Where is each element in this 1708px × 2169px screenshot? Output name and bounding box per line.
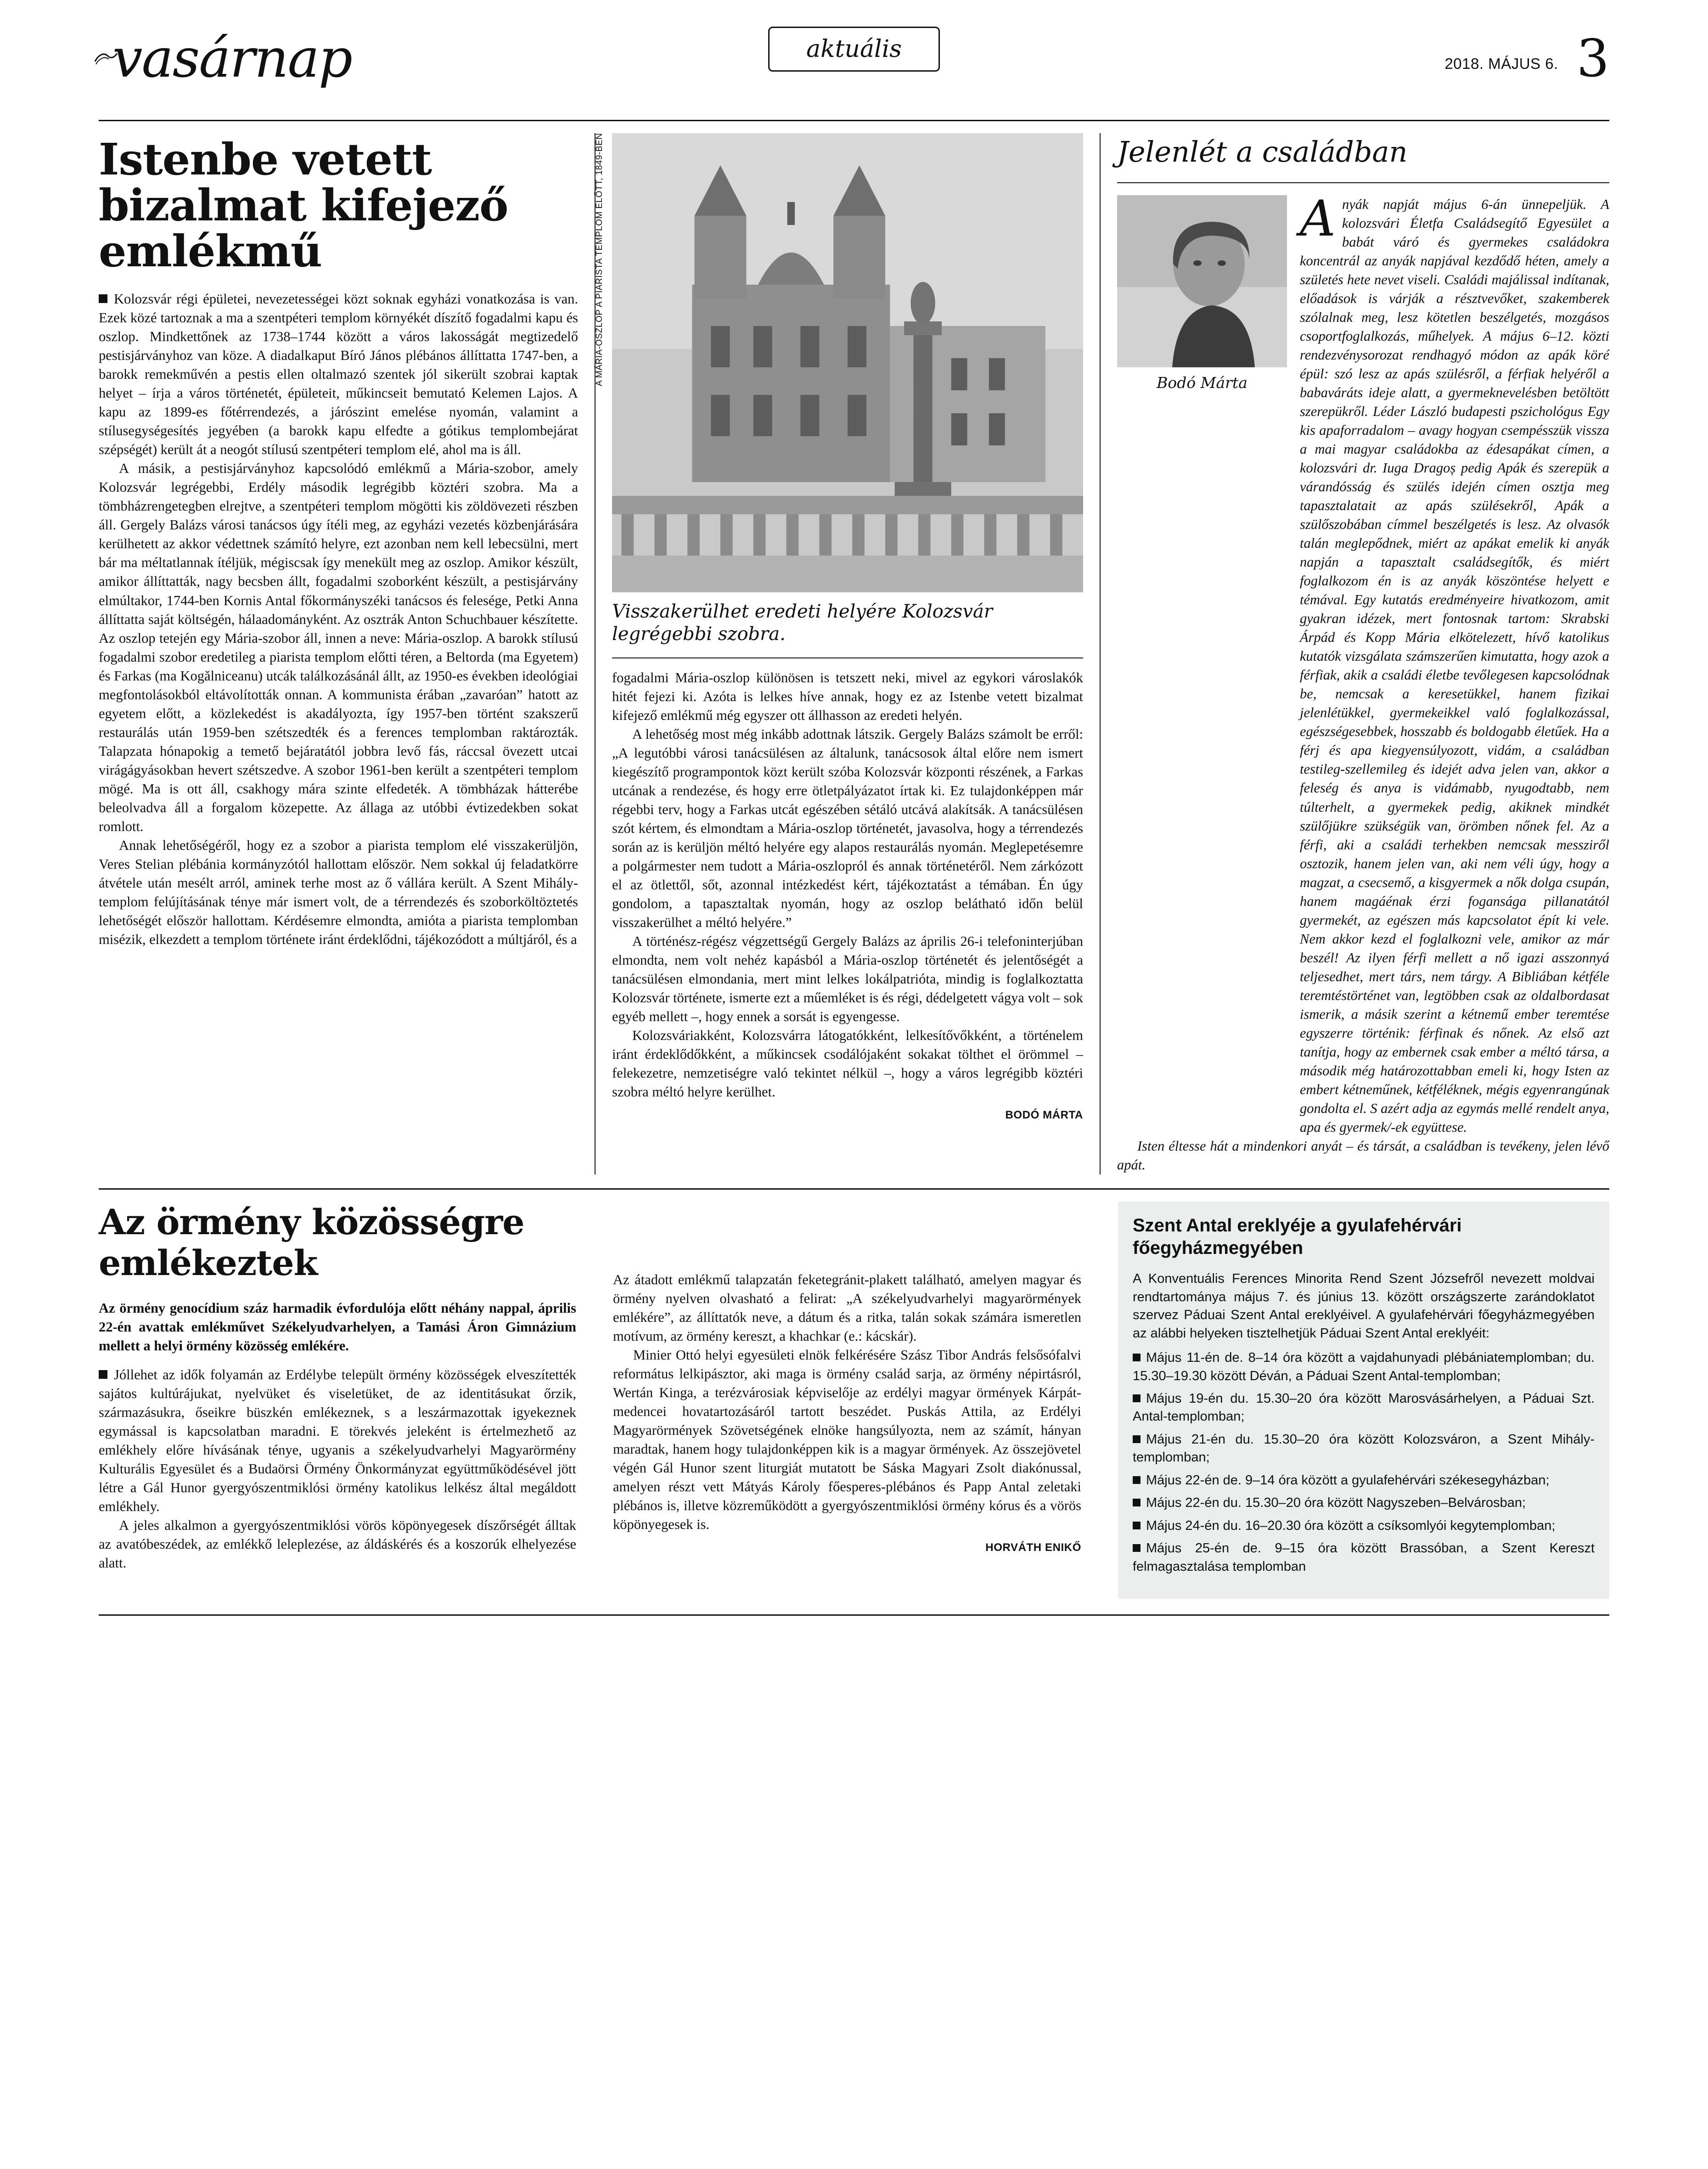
page-title: Istenbe vetett bizalmat kifejező emlékmű	[99, 134, 508, 277]
photo-caption: Visszakerülhet eredeti helyére Kolozsvár legrégebbi szobra.	[612, 601, 993, 645]
paragraph: Isten éltesse hát a mindenkori anyát – és társát, a családban is tevékeny, jelen lévő apát.	[1117, 1138, 1609, 1173]
sidebar-intro: A Konventuális Ferences Minorita Rend Szent Józsefről nevezett moldvai rendtartománya május 7. és június 13. között országszerte zarándoklatot szervez Páduai Szent Antal ereklyéivel. A gyulafehérvári főegyházmegyében az alábbi helyeken tisztelhetjük Páduai Szent Antal ereklyéit:	[1133, 1271, 1595, 1341]
caption-rule	[612, 657, 1083, 658]
section-tag: aktuális	[768, 27, 940, 72]
bullet-square-icon	[1133, 1522, 1141, 1529]
avatar	[1117, 195, 1287, 367]
photo-credit: A MÁRIA-OSZLOP A PIARISTA TEMPLOM ELŐTT, 1849-BEN	[595, 133, 604, 387]
section-divider	[99, 1188, 1609, 1190]
byline: BODÓ MÁRTA	[1005, 1108, 1083, 1121]
section-title-rule	[1117, 182, 1609, 183]
bullet-square-icon	[1133, 1544, 1141, 1552]
paragraph: Annak lehetőségéről, hogy ez a szobor a piarista templom elé visszakerüljön, Veres Stelian plébánia kormányzótól hallottam először. Nem sokkal új feladatkörre átvétele után mesélt arról, aminek terhe most az ő vállára került. A Szent Mihály-templom felújításának ténye már ismert volt, de a térrendezés és szoborköltöztetés lehetőségét először hallottam. Kérdésemre elmondta, amióta a piarista templomban misézik, elkezdett a templom története iránt érdeklődni, tájékozódott a múltjáról, és a	[99, 837, 578, 947]
sidebar-panel	[1118, 1202, 1609, 1599]
byline: HORVÁTH ENIKŐ	[985, 1541, 1081, 1554]
paragraph-text: Kolozsvár régi épületei, nevezetességei közt soknak egyházi vonatkozása is van. Ezek közé tartoznak a ma a szentpéteri templom környékét díszítő fogadalmi kapu és oszlop. Mindkettőnek az 1738–1744 között a város lakosságát megtizedelő pestisjárványhoz van köze. A diadalkaput Bíró János plébános állíttatta 1747-ben, a barokk remekművén a pestis ellen oltalmazó szentek jól sikerült szobrai kaptak helyet – írja a város történetét, épületeit, műkincseit bemutató Kelemen Lajos. A kapu az 1899-es főtérrendezés, a járószint emelése nyomán, valamint a stílusegységesítés jegyében (a barokk kapu elfedte a gótikus templombejárat szépségét) került át a neogót stílusú szentpéteri templom elé, ahol ma is áll.	[99, 291, 578, 458]
list-item-label: Május 25-én de. 9–15 óra között Brassóban, a Szent Kereszt felmagasztalása templomban	[1133, 1541, 1595, 1574]
paragraph	[99, 290, 578, 459]
column-right	[1100, 133, 1609, 1174]
portrait-caption: Bodó Márta	[1157, 374, 1247, 392]
masthead-rule	[99, 120, 1609, 121]
paragraph: fogadalmi Mária-oszlop különösen is tetszett neki, mivel az egykori városlakók hitét fejezi ki. Azóta is lelkes híve annak, hogy ez az Istenbe vetett bizalmat kifejező emlékmű még egyszer ott állhasson az eredeti helyén.	[612, 669, 1083, 723]
list-item	[1133, 1349, 1595, 1385]
column-left	[99, 133, 595, 1174]
bullet-square-icon	[1133, 1476, 1141, 1484]
paragraph-text: nyák napját május 6-án ünnepeljük. A kolozsvári Életfa Családsegítő Egyesület a babát váró és gyermekes családokra koncentrál az anyák napjával kezdődő héten, amely a születés hete nevet viseli. Családi majálissal indítanak, előadások is várják a résztvevőket, szakemberek szólalnak meg, lesz kötetlen beszélgetés, mozgásos csoportfoglalkozás, műhelyek. A május 6–12. közti rendezvénysorozat rendhagyó módon az apák köré épül: szó lesz az apás szülésről, a férfiak helyéről a babaváráts ideje alatt, a gyermeknevelésben betöltött szerepükről. Léder László budapesti pszichológus Egy kis apaforradalom – avagy hogyan csempésszük vissza a mai magyar családokba az édesapákat címen, a kolozsvári dr. Iuga Dragoș pedig Apák és szerepük a várandósság és szülés idején címen osztja meg tapasztalatait az apás szülésekről, Apák a szülőszobában címmel beszélgetés is lesz. Az olvasók talán meglepődnek, miért az apákat emelik ki anyák napján a tapasztalt családsegítők, és miért foglalkozom én is az anyák köszöntése helyett e témával. Egy kutatás eredményeire hivatkozom, amit gyakran idézek, mert fontosnak tartom: Skrabski Árpád és Kopp Mária elkötelezett, hívő katolikus kutatók vizsgálata számszerűen kimutatta, hogy azok a férfiak, akik a családi életbe tevőlegesen kapcsolódnak be, nemcsak a keresetükkel, hanem fizikai jelenlétükkel, gyermekeikkel való foglalkozással, egészségesebbek, hosszabb és boldogabb életűek. Ha a férj és apa kiegyensúlyozott, vidám, a családban testileg-szellemileg és idejét adva jelen van, akkor a feleség és anya is vidámabb, nyugodtabb, nem túlterhelt, a gyermekek pedig, akiknek mindkét szülőjükre szükségük van, örömben nőnek fel. Az a férfi, aki a családi terhekben nemcsak messziről osztozik, hanem jelen van, aki nem véli úgy, hogy a magzat, a csecsemő, a kisgyermek a nők dolga csupán, hanem magáénak érzi fogansága pillanatától gyermekét, az egészen más kapcsolatot épít ki vele. Nem akkor kezd el foglalkozni vele, amikor az már beszél! Az ilyen férfi mellett a nő igazi asszonnyá teljesedhet, mert társ, nem tárgy. A Bibliában kétféle teremtéstörténet van, legtöbben csak az oldalbordasat ismerik, a másik szerint a kétnemű ember teremtése egyszerre történik: férfinak és nőnek. Az első azt tanítja, hogy az embernek csak ember a méltó társa, a második még határozottabban emeli ki, hogy Isten az embert kétneműnek, kétféléknek, mégis egyenrangúnak gondolta el. S azért adja az egymás mellé rendelt anya, apa és gyermek/-ek együttese.	[1300, 197, 1609, 1135]
publication-title-text: vasárnap	[112, 28, 352, 90]
paragraph	[99, 1365, 576, 1516]
bullet-square-icon	[99, 294, 107, 303]
bottom-column-middle	[595, 1202, 1100, 1599]
church-photo-wrap	[595, 133, 1083, 592]
bullet-square-icon	[1133, 1435, 1141, 1443]
paragraph: A másik, a pestisjárványhoz kapcsolódó emlékmű a Mária-szobor, amely Kolozsvár legrégebbi, Erdély második legrégibb köztéri szobra. Ma a tömbházrengetegben elrejtve, a szentpéteri templom mögötti kis zöldövezeti részben áll. Gergely Balázs városi tanácsos úgy ítéli meg, az egyházi vezetés közbenjárására kerülhetett az akkor védettnek számító helyre, ezt azonban nem kell lebecsülni, mert bár ma méltatlannak ítéljük, mégiscsak így menekült meg az oszlop. Amikor készült, amikor állíttatták, nagy becsben állt, fogadalmi szoborként készült, a pestisjárvány elmúltakor, 1744-ben Kornis Antal főkormányszéki tanácsos és felesége, Petki Anna állíttatta saját költségén, hálaadományként. Az osztrák Anton Schuchbauer készítette. Az oszlop tetején egy Mária-szobor áll, innen a neve: Mária-oszlop. A barokk stílusú fogadalmi szobor eredetileg a piarista templom előtti téren, a Beltorda (ma Egyetem) és Farkas (ma Kogălniceanu) utcák találkozásánál állt, az 1950-es években ideológiai megfontolásokból eltávolították onnan. A kommunista érában „zavaróan” hatott az egyetem előtt, a közlekedést is akadályozta, így 1957-ben történt szakszerű restaurálás után 1959-ben szétszedték és a ferences templomban raktározták. Talapzata hónapokig a temető bejáratától jobbra levő fás, ráccsal övezett utcai virágágyásokban hevert szétszedve. A szobor 1961-ben került a szentpéteri templom mögé. Ma is ott áll, csakhogy mára szinte elfedeték. A tömbházak hátterébe beleolvadva áll a forgalom közepette. Az állaga az utóbbi évtizedekben sokat romlott.	[99, 461, 578, 834]
list-item	[1133, 1517, 1595, 1535]
main-content	[99, 133, 1609, 1174]
paragraph: A jeles alkalmon a gyergyószentmiklósi vörös köpönyegesek díszőrségét álltak az avatóbeszédek, az emlékkő leleplezése, az áldáskérés és a koszorúk elhelyezése alatt.	[99, 1517, 576, 1571]
list-item-label: Május 22-én de. 9–14 óra között a gyulafehérvári székesegyházban;	[1146, 1472, 1550, 1488]
masthead-right	[1444, 28, 1609, 89]
bottom-column-right	[1100, 1202, 1609, 1599]
paragraph: A történész-régész végzettségű Gergely Balázs az április 26-i telefoninterjúban elmondta, nem volt nehéz kapásból a Mária-oszlop történetét és jelentőségét a tanácsülésen elmondania, mert mint lelkes lokálpatrióta, mindig is foglalkoztatta Kolozsvár története, ismerte ezt a műemléket is és régi, dédelgetett vágya volt – sok egyéb mellett –, hogy ennek a sorsát is egyengesse.	[612, 933, 1083, 1024]
paragraph: A lehetőség most még inkább adottnak látszik. Gergely Balázs számolt be erről: „A legutóbbi városi tanácsülésen az általunk, tanácsosok által előre nem ismert kiegészítő programpontok közt került szóba Kolozsvár központi részének, a Farkas utcának a rendezése, és hogy erre ötletpályázatot írtak ki. Ez tulajdonképpen már régebbi terv, hogy a Farkas utcát egészében sétáló utcává alakítsák. A tanácsülésen szót kértem, és elmondtam a Mária-oszlop történetét, javasolva, hogy a térrendezés során az is kerüljön méltó helyére egy alapos restaurálás nyomán. Meglepetésemre a polgármester nem tudott a Mária-oszlopról és annak történetéről. Nem zárkózott el az ötlettől, sőt, azonnal intézkedést kért, tájékoztatást a témában. Én úgy gondolom, a tapasztaltak nyomán, hogy az oszlop belátható időn belül visszakerülhet a méltó helyére.”	[612, 726, 1083, 930]
list-item	[1133, 1431, 1595, 1467]
paragraph	[1300, 190, 1609, 1137]
paragraph: Az átadott emlékmű talapzatán feketegránit-plakett található, amelyen magyar és örmény nyelven olvasható a felirat: „A székelyudvarhelyi magyarörmények emlékére”, az állíttatók neve, a dátum és a ritka, talán sokak számára ismeretlen motívum, az örmény kereszt, a khachkar (e.: kácskár).	[613, 1271, 1081, 1344]
list-item	[1133, 1540, 1595, 1576]
portrait-box	[1117, 195, 1287, 392]
bottom-headline: Az örmény közösségre emlékeztek	[99, 1201, 524, 1283]
list-item-label: Május 24-én du. 16–20.30 óra között a csíksomlyói kegytemplomban;	[1146, 1518, 1556, 1533]
bullet-square-icon	[1133, 1354, 1141, 1361]
sidebar-title: Szent Antal ereklyéje a gyulafehérvári főegyházmegyében	[1133, 1215, 1462, 1258]
portrait-row	[1117, 190, 1609, 1137]
paragraph-text: Jóllehet az idők folyamán az Erdélybe települt örmény közösségek elveszítették sajátos kultúrájukat, nyelvüket és viseletüket, de az identitásukat őrzik, származásukra, őseikre büszkén emlékeznek, s a leszármazottak igyekeznek egymással is kapcsolatban maradni. E törekvés jeleként is értelmezhető az emlékhely előre hívásának ténye, ugyanis a székelyudvarhelyi Magyarörmény Kulturális Egyesület és a Budaörsi Örmény Önkormányzat együttműködésével jött létre a Gál Hunor gyergyószentmiklósi örmény katolikus lelkész által megáldott emlékhely.	[99, 1366, 576, 1514]
list-item-label: Május 22-én du. 15.30–20 óra között Nagyszeben–Belvárosban;	[1146, 1495, 1526, 1511]
section-tag-wrap	[768, 27, 940, 72]
church-photo	[612, 133, 1083, 592]
drop-cap: A	[1300, 190, 1336, 247]
page-number: 3	[1576, 28, 1609, 89]
issue-date: 2018. MÁJUS 6.	[1444, 55, 1558, 72]
swoosh-icon	[94, 50, 118, 65]
list-item-label: Május 19-én du. 15.30–20 óra között Marosvásárhelyen, a Páduai Szt. Antal-templomban;	[1133, 1391, 1595, 1424]
bullet-square-icon	[1133, 1394, 1141, 1402]
section-title: Jelenlét a családban	[1117, 135, 1408, 169]
masthead	[99, 0, 1609, 117]
list-item	[1133, 1390, 1595, 1426]
list-item	[1133, 1494, 1595, 1512]
paragraph: Kolozsváriakként, Kolozsvárra látogatókként, lelkesítővőkként, a történelem iránt érdeklődőkként, a műkincsek csodálójaként sokakat tölthet el örömmel – felekezetre, nemzetiségre való tekintet nélkül –, hogy a város legrégibb köztéri szobra méltó helyre kerülhet.	[612, 1027, 1083, 1100]
list-item-label: Május 21-én du. 15.30–20 óra között Kolozsváron, a Szent Mihály-templomban;	[1133, 1432, 1595, 1465]
page-footer-rule	[99, 1614, 1609, 1616]
list-item-label: Május 11-én de. 8–14 óra között a vajdahunyadi plébániatemplomban; du. 15.30–19.30 között Déván, a Páduai Szent Antal-templomban;	[1133, 1350, 1595, 1383]
lead-paragraph: Az örmény genocídium száz harmadik évfordulója előtt néhány nappal, április 22-én avattak emlékművet Székelyudvarhelyen, a Tamási Áron Gimnázium mellett a helyi örmény közösség emlékére.	[99, 1300, 576, 1354]
list-item	[1133, 1472, 1595, 1489]
publication-title	[99, 28, 352, 90]
bullet-square-icon	[1133, 1499, 1141, 1506]
column-middle	[595, 133, 1100, 1174]
spacer	[613, 1202, 1081, 1270]
bullet-square-icon	[99, 1370, 107, 1379]
paragraph: Minier Ottó helyi egyesületi elnök felkérésére Szász Tibor András felsősófalvi református lelkipásztor, aki maga is örmény család sarja, az örmény népirtásról, Wertán Kinga, a terézvárosiak képviselője az erdélyi magyar örmények Kárpát-medencei hovatartozásáról tartott beszédet. Puskás Attila, az Erdélyi Magyarörmények Szövetségének elnöke hangsúlyozta, nem az számít, hányan maradtak, hanem hogy tulajdonképpen kik is a magyar örmények. Az összejövetel végén Gál Hunor szent liturgiát mutatott be Sáska Magyari Zsolt diakónussal, amelyen részt vett Mátyás Károly főesperes-plébános és Papp Antal zeletaki plébános is, illetve közreműködött a gyergyószentmiklósi örmény kórus és a vörös köpönyegesek is.	[613, 1347, 1081, 1533]
lead-column	[1300, 190, 1609, 1137]
bottom-column-left	[99, 1202, 595, 1599]
bottom-content	[99, 1202, 1609, 1599]
